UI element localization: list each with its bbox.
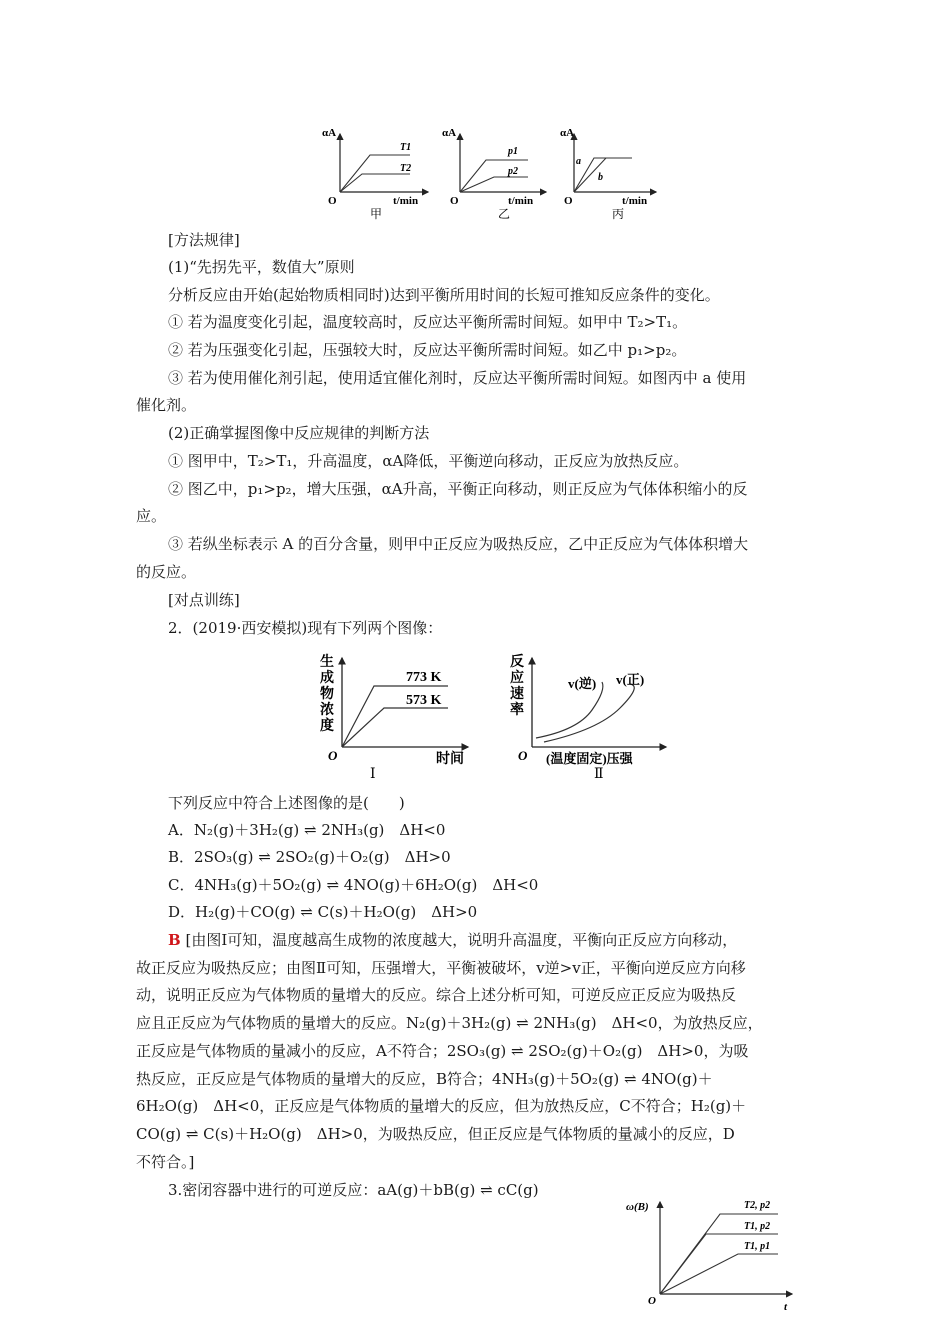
figure-bing	[556, 122, 666, 222]
svg-text:αA: αA	[560, 127, 575, 139]
svg-text:773 K: 773 K	[406, 670, 442, 685]
figure-ii	[508, 650, 678, 780]
option-c: C．4NH₃(g)＋5O₂(g) ⇌ 4NO(g)＋6H₂O(g) ΔH<0	[168, 876, 539, 894]
svg-text:v(逆): v(逆)	[568, 676, 597, 691]
method-header: [方法规律]	[168, 231, 240, 249]
svg-text:O: O	[564, 195, 573, 207]
method-line: ③ 若纵坐标表示 A 的百分含量，则甲中正反应为吸热反应，乙中正反应为气体体积增大	[168, 535, 749, 553]
practice-header: [对点训练]	[168, 591, 240, 609]
explanation-line: 6H₂O(g) ΔH<0，正反应是气体物质的量增大的反应，但为放热反应，C不符合；H₂(g)＋	[136, 1097, 747, 1115]
method-line: (2)正确掌握图像中反应规律的判断方法	[168, 424, 430, 442]
method-line: ③ 若为使用催化剂引起，使用适宜催化剂时，反应达平衡所需时间短。如图丙中 a 使用	[168, 369, 747, 387]
svg-text:t: t	[784, 1301, 788, 1313]
option-a: A．N₂(g)＋3H₂(g) ⇌ 2NH₃(g) ΔH<0	[168, 821, 446, 839]
svg-text:T2, p2: T2, p2	[744, 1200, 771, 1211]
svg-text:T1, p1: T1, p1	[744, 1241, 771, 1252]
curve-573k	[342, 708, 448, 747]
explanation-line: 不符合。]	[136, 1153, 195, 1171]
question-2: 2．(2019·西安模拟)现有下列两个图像：	[168, 619, 443, 637]
svg-text:αA: αA	[442, 127, 457, 139]
method-line: 催化剂。	[136, 396, 197, 414]
method-line: 的反应。	[136, 563, 197, 581]
curve-b	[574, 158, 632, 192]
svg-text:O: O	[450, 195, 459, 207]
option-d: D．H₂(g)＋CO(g) ⇌ C(s)＋H₂O(g) ΔH>0	[168, 903, 478, 921]
explanation-line: 动，说明正反应为气体物质的量增大的反应。综合上述分析可知，可逆反应正反应为吸热反	[136, 986, 737, 1004]
svg-text:573 K: 573 K	[406, 693, 442, 708]
explanation-line: CO(g) ⇌ C(s)＋H₂O(g) ΔH>0，为吸热反应，但正反应是气体物质的量减小的反应，D	[136, 1125, 735, 1143]
method-line: ① 图甲中，T₂>T₁，升高温度，αA降低，平衡逆向移动，正反应为放热反应。	[168, 452, 689, 470]
svg-text:(温度固定)压强: (温度固定)压强	[546, 751, 633, 766]
figure-yi	[438, 122, 553, 222]
svg-text:p2: p2	[508, 166, 518, 177]
svg-text:t/min: t/min	[393, 195, 419, 207]
curve-t1-p1	[660, 1254, 778, 1294]
svg-text:a: a	[576, 156, 581, 167]
method-line: ② 若为压强变化引起，压强较大时，反应达平衡所需时间短。如乙中 p₁>p₂。	[168, 341, 687, 359]
figure-jia	[318, 122, 433, 222]
caption-i: Ⅰ	[370, 767, 376, 780]
svg-text:t/min: t/min	[622, 195, 648, 207]
explanation-line: 热反应，正反应是气体物质的量增大的反应，B符合；4NH₃(g)＋5O₂(g) ⇌ 4NO(g)＋	[136, 1070, 713, 1088]
method-line: ① 若为温度变化引起，温度较高时，反应达平衡所需时间短。如甲中 T₂>T₁。	[168, 313, 688, 331]
caption-jia: 甲	[370, 207, 383, 221]
option-b: B．2SO₃(g) ⇌ 2SO₂(g)＋O₂(g) ΔH>0	[168, 848, 451, 866]
svg-text:O: O	[648, 1295, 656, 1307]
caption-yi: 乙	[498, 207, 511, 221]
explanation-first-line: B [由图Ⅰ可知，温度越高生成物的浓度越大，说明升高温度，平衡向正反应方向移动，	[168, 931, 738, 949]
method-line: (1)“先拐先平，数值大”原则	[168, 258, 355, 276]
y-axis-label: αA	[322, 127, 337, 139]
figure-i	[318, 650, 478, 780]
explanation-line: 故正反应为吸热反应；由图Ⅱ可知，压强增大，平衡被破坏，v逆>v正，平衡向逆反应方向移	[136, 959, 746, 977]
svg-text:b: b	[598, 172, 603, 183]
question-stem: 下列反应中符合上述图像的是( )	[168, 794, 405, 812]
svg-text:T2: T2	[400, 163, 412, 174]
svg-text:t/min: t/min	[508, 195, 534, 207]
method-line: ② 图乙中，p₁>p₂，增大压强，αA升高，平衡正向移动，则正反应为气体体积缩小的反	[168, 480, 748, 498]
svg-text:时间: 时间	[436, 752, 464, 767]
caption-bing: 丙	[612, 207, 625, 221]
answer-letter: B	[168, 931, 181, 949]
svg-text:ω(B): ω(B)	[626, 1201, 649, 1213]
y-axis-label-char: 生	[320, 655, 334, 670]
svg-text:反 应 速 率: 反 应 速 率	[510, 655, 524, 718]
svg-text:T1, p2: T1, p2	[744, 1221, 771, 1232]
figure-q3	[620, 1192, 800, 1316]
explanation-line: 应且正反应为气体物质的量增大的反应。N₂(g)＋3H₂(g) ⇌ 2NH₃(g) ΔH<0，为放热反应，	[136, 1014, 763, 1032]
svg-text:p1: p1	[508, 146, 518, 157]
curve-a	[574, 158, 632, 192]
question-3: 3.密闭容器中进行的可逆反应：aA(g)＋bB(g) ⇌ cC(g)	[168, 1181, 539, 1199]
curve-t2	[340, 174, 410, 192]
method-line: 应。	[136, 507, 167, 525]
method-line: 分析反应由开始(起始物质相同时)达到平衡所用时间的长短可推知反应条件的变化。	[168, 286, 720, 304]
svg-text:生 成 物 浓 度: 生 成 物 浓 度	[320, 655, 334, 734]
svg-text:O: O	[328, 195, 337, 207]
caption-ii: Ⅱ	[594, 767, 604, 780]
svg-text:T1: T1	[400, 142, 412, 153]
svg-text:O: O	[328, 748, 338, 763]
svg-text:v(正): v(正)	[616, 672, 645, 687]
svg-text:O: O	[518, 748, 528, 763]
explanation-line: 正反应是气体物质的量减小的反应，A不符合；2SO₃(g) ⇌ 2SO₂(g)＋O₂(g) ΔH>0，为吸	[136, 1042, 749, 1060]
